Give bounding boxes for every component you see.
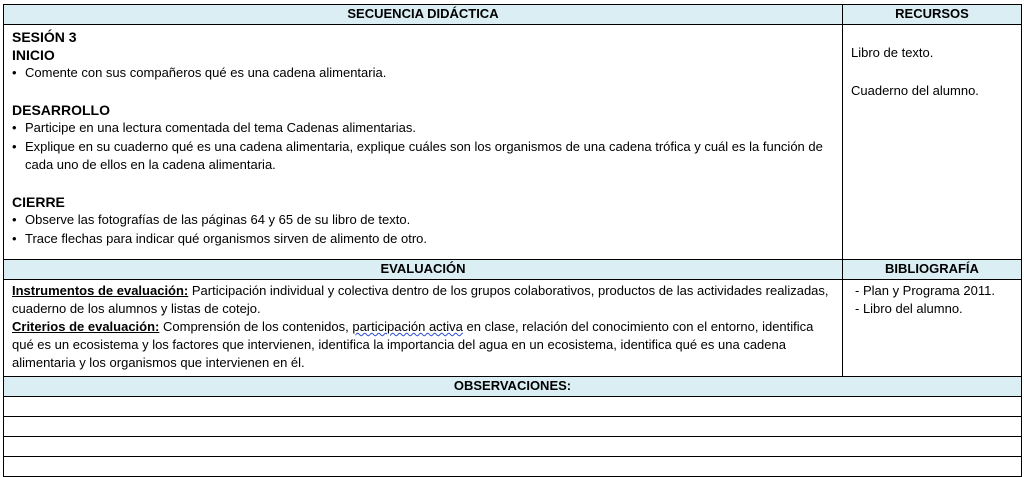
spellcheck-flagged-text: participación activa: [352, 319, 463, 334]
session-title: SESIÓN 3: [12, 29, 77, 45]
list-item: • Comente con sus compañeros qué es una cadena alimentaria.: [12, 64, 834, 82]
observaciones-line[interactable]: [4, 437, 1022, 457]
list-item: • Observe las fotografías de las páginas 64 y 65 de su libro de texto.: [12, 211, 834, 229]
instrumentos-text: Participación individual y colectiva dentro de los grupos colaborativos, productos de las actividades realizadas, cuaderno de los alumnos y listas de cotejo.: [12, 283, 829, 316]
cierre-list: [12, 211, 834, 248]
observaciones-line[interactable]: [4, 457, 1022, 477]
inicio-list: [12, 64, 834, 82]
evaluacion-cell: [4, 280, 843, 377]
instrumentos-label: Instrumentos de evaluación:: [12, 283, 189, 298]
secuencia-cell: [4, 25, 843, 260]
phase-cierre-title: CIERRE: [12, 194, 65, 210]
header-recursos: RECURSOS: [843, 5, 1022, 25]
list-item: • Participe en una lectura comentada del tema Cadenas alimentarias.: [12, 119, 834, 137]
phase-desarrollo-title: DESARROLLO: [12, 102, 110, 118]
criterios-paragraph: [12, 318, 834, 372]
header-secuencia: SECUENCIA DIDÁCTICA: [4, 5, 843, 25]
list-item: • Trace flechas para indicar qué organismos sirven de alimento de otro.: [12, 230, 834, 248]
list-item: • Explique en su cuaderno qué es una cadena alimentaria, explique cuáles son los organismos de una cadena trófica y cuál es la función de cada uno de ellos en la cadena alimentaria.: [12, 138, 834, 174]
recurso-item: Cuaderno del alumno.: [851, 83, 979, 98]
criterios-label: Criterios de evaluación:: [12, 319, 160, 334]
criterios-text-2: en clase, relación del conocimiento con el entorno, identifica qué es un ecosistema y los factores que intervienen, identifica la importancia del agua en un ecosistema, identifica qué es una cadena alimentaria y los organismos que intervienen en él.: [12, 319, 814, 370]
bibliografia-item: - Libro del alumno.: [855, 301, 963, 316]
observaciones-line[interactable]: [4, 417, 1022, 437]
phase-inicio-title: INICIO: [12, 47, 55, 63]
lesson-plan-table: [3, 4, 1022, 477]
criterios-text-1: Comprensión de los contenidos,: [159, 319, 353, 334]
bibliografia-item: - Plan y Programa 2011.: [855, 283, 995, 298]
instrumentos-paragraph: [12, 282, 834, 318]
recursos-cell: [843, 25, 1022, 260]
bibliografia-cell: [843, 280, 1022, 377]
desarrollo-list: [12, 119, 834, 174]
header-bibliografia: BIBLIOGRAFÍA: [843, 260, 1022, 280]
observaciones-line[interactable]: [4, 397, 1022, 417]
recurso-item: Libro de texto.: [851, 45, 934, 60]
header-observaciones: OBSERVACIONES:: [4, 377, 1022, 397]
header-evaluacion: EVALUACIÓN: [4, 260, 843, 280]
